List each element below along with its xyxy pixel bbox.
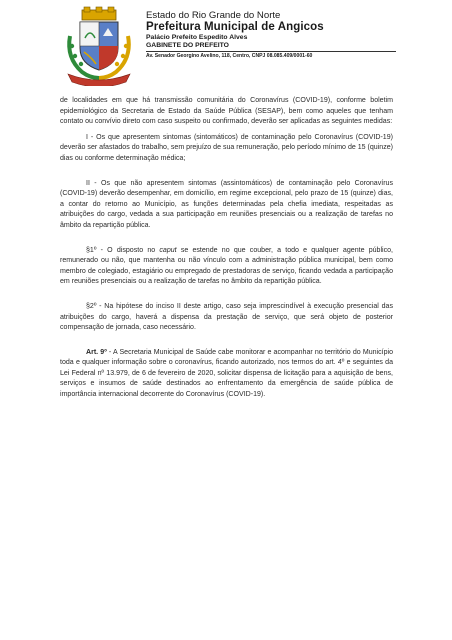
section-1-text: se estende no que couber, a todo e qualquer agente público, remunerado ou não, que mantenha ou não vínculo com a administração pública municipal, bem como membro de colegiado, estagiário ou empregado de prestadoras de serviço, ficando vedada a participação em reuniões presenciais ou a realização de tarefas no âmbito da repartição pública.: [60, 246, 393, 286]
palace-name: Palácio Prefeito Espedito Alves: [146, 34, 248, 41]
office-name: GABINETE DO PREFEITO: [146, 42, 229, 49]
letterhead: [60, 6, 390, 86]
article-9-text: - A Secretaria Municipal de Saúde cabe monitorar e acompanhar no território do Município toda e qualquer informação sobre o coronavírus, ficando autorizado, nos termos do art. 4º e seguintes da Lei Federal nº 13.979, de 6 de fevereiro de 2020, solicitar dispensa de licitação para a aquisição de bens, serviços e insumos de saúde destinados ao enfrentamento da emergência de saúde pública de importância internacional decorrente do Coronavírus (COVID-19).: [60, 348, 393, 399]
letterhead-text: [146, 10, 396, 60]
paragraph-section-1: [60, 246, 393, 288]
paragraph-article-9: [60, 348, 393, 401]
paragraph-item-i: I - Os que apresentem sintomas (sintomáticos) de contaminação pelo Coronavírus (COVID-19) deverão ser afastados do trabalho, sem prejuízo de sua remuneração, pelo período mínimo de 15 (quinze) dias ou conforme determinação médica;: [60, 133, 393, 162]
municipal-coat-of-arms-icon: [60, 6, 138, 86]
section-1-lead: §1º - O disposto no: [86, 246, 160, 254]
address-line: Av. Senador Georgino Avelino, 118, Centro, CNPJ 08.085.409/0001-60: [146, 51, 396, 60]
paragraph-item-ii: II - Os que não apresentem sintomas (assintomáticos) de contaminação pelo Coronavírus (COVID-19) deverão desempenhar, em domicílio, em regime excepcional, pelo prazo de 15 (quinze) dias, a contar do retorno ao Município, as funções determinadas pela chefia imediata, respeitadas as atribuições do cargo, vedada a sua participação em reuniões presenciais ou a realização de tarefas no âmbito da repartição pública.: [60, 179, 393, 229]
article-9-label: Art. 9º: [86, 348, 107, 356]
document-body: [60, 96, 393, 401]
paragraph-intro: de localidades em que há transmissão comunitária do Coronavírus (COVID-19), conforme boletim epidemiológico da Secretaria de Estado da Saúde Pública (SESAP), bem como aqueles que tenham contato ou convívio direto com caso suspeito ou confirmado, deverão ser aplicadas as seguintes medidas:: [60, 97, 393, 126]
paragraph-section-2: §2º - Na hipótese do inciso II deste artigo, caso seja imprescindível à execução presencial das atribuições do cargo, haverá a dispensa da prestação de serviço, que será objeto de posterior compensação de jornada, caso necessário.: [60, 302, 393, 332]
city-hall-name: Prefeitura Municipal de Angicos: [146, 21, 324, 33]
section-1-caput: caput: [159, 246, 177, 254]
state-name: Estado do Rio Grande do Norte: [146, 10, 281, 21]
